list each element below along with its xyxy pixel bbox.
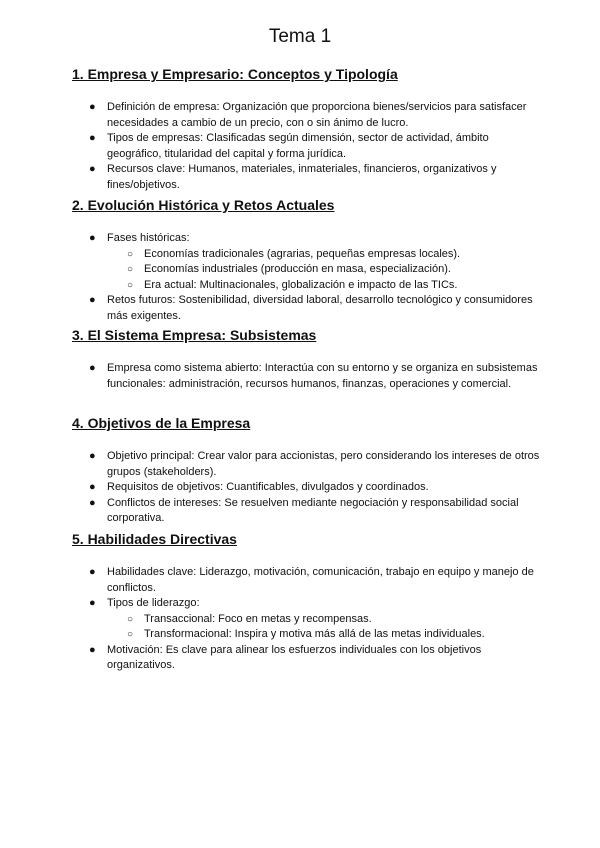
bullet-icon: ●: [89, 294, 96, 306]
sub-list-item: [72, 278, 542, 294]
list-item-text: Conflictos de intereses: Se resuelven mediante negociación y responsabilidad social corporativa.: [107, 496, 519, 524]
bullet-icon: ●: [89, 232, 96, 244]
bullet-icon: ●: [89, 163, 96, 175]
section-heading: 5. Habilidades Directivas: [72, 531, 237, 547]
list-item: [72, 496, 542, 527]
list-item-text: Retos futuros: Sostenibilidad, diversidad laboral, desarrollo tecnológico y consumidores más exigentes.: [107, 294, 533, 322]
bullet-icon: ●: [89, 597, 96, 609]
list-item-text: Transaccional: Foco en metas y recompensas.: [144, 612, 372, 625]
hollow-bullet-icon: ○: [127, 248, 134, 260]
list-item-text: Habilidades clave: Liderazgo, motivación, comunicación, trabajo en equipo y manejo de conflictos.: [107, 566, 534, 594]
section-5: [72, 530, 542, 674]
bullet-icon: ●: [89, 566, 96, 578]
list-item-text: Economías industriales (producción en masa, especialización).: [144, 263, 451, 275]
bullet-list: [72, 100, 542, 193]
sub-list-item: [72, 612, 542, 628]
section-heading: 3. El Sistema Empresa: Subsistemas: [72, 327, 317, 343]
list-item-text: Transformacional: Inspira y motiva más allá de las metas individuales.: [144, 628, 485, 640]
hollow-bullet-icon: ○: [127, 613, 134, 625]
bullet-icon: ●: [89, 101, 96, 113]
hollow-bullet-icon: ○: [127, 629, 134, 640]
section-1: [72, 65, 542, 193]
list-item-text: Recursos clave: Humanos, materiales, inmateriales, financieros, organizativos y fines/objetivos.: [107, 163, 497, 191]
sub-list-item: [72, 627, 542, 643]
section-4: [72, 414, 542, 527]
section-heading: 2. Evolución Histórica y Retos Actuales: [72, 197, 335, 213]
list-item-text: Tipos de liderazgo:: [107, 597, 200, 609]
list-item-text: Requisitos de objetivos: Cuantificables, divulgados y coordinados.: [107, 481, 429, 493]
list-item: [72, 565, 542, 596]
bullet-list: [72, 565, 542, 674]
hollow-bullet-icon: ○: [127, 264, 134, 275]
document-title: Tema 1: [268, 26, 332, 47]
list-item-text: Definición de empresa: Organización que proporciona bienes/servicios para satisfacer necesidades a cambio de un precio, con o sin ánimo de lucro.: [107, 101, 527, 129]
list-item-text: Fases históricas:: [107, 232, 190, 244]
list-item: [72, 361, 542, 392]
list-item-text: Empresa como sistema abierto: Interactúa con su entorno y se organiza en subsistemas funcionales: administración, recursos humanos, finanzas, operaciones y comercial.: [107, 362, 538, 390]
list-item: [72, 643, 542, 674]
list-item: [72, 131, 542, 162]
list-item: [72, 293, 542, 324]
list-item-text: Objetivo principal: Crear valor para accionistas, pero considerando los intereses de otros grupos (stakeholders).: [107, 450, 540, 478]
list-item: [72, 231, 542, 247]
sub-list-item: [72, 262, 542, 278]
section-3: [72, 326, 542, 392]
section-heading: 4. Objetivos de la Empresa: [72, 415, 251, 431]
list-item: [72, 100, 542, 131]
bullet-icon: ●: [89, 643, 96, 656]
list-item: [72, 449, 542, 480]
bullet-icon: ●: [89, 362, 96, 374]
section-2: [72, 196, 542, 324]
list-item: [72, 480, 542, 496]
list-item: [72, 596, 542, 612]
bullet-list: [72, 361, 542, 392]
bullet-icon: ●: [89, 132, 96, 144]
list-item-text: Economías tradicionales (agrarias, pequeñas empresas locales).: [144, 247, 461, 260]
list-item-text: Tipos de empresas: Clasificadas según dimensión, sector de actividad, ámbito geográfico, titularidad del capital y forma jurídica.: [107, 132, 489, 160]
bullet-icon: ●: [89, 496, 96, 509]
list-item-text: Era actual: Multinacionales, globalización e impacto de las TICs.: [144, 278, 458, 291]
list-item: [72, 162, 542, 193]
bullet-icon: ●: [89, 450, 96, 462]
bullet-list: [72, 449, 542, 527]
sub-list-item: [72, 247, 542, 263]
section-heading: 1. Empresa y Empresario: Conceptos y Tipología: [72, 66, 398, 82]
bullet-icon: ●: [89, 481, 96, 493]
hollow-bullet-icon: ○: [127, 279, 134, 291]
list-item-text: Motivación: Es clave para alinear los esfuerzos individuales con los objetivos organizativos.: [107, 643, 482, 671]
bullet-list: [72, 231, 542, 324]
